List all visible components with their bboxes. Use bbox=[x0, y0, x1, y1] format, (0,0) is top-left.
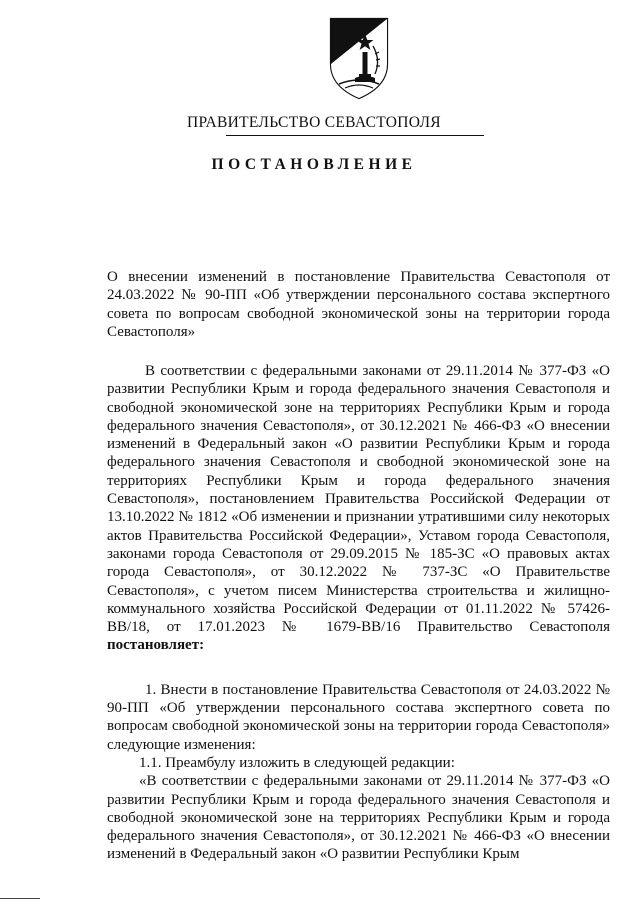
item-1-1-paragraph: 1.1. Преамбулу изложить в следующей редакции: bbox=[139, 754, 455, 771]
header-underline bbox=[226, 135, 484, 136]
new-preamble-paragraph: «В соответствии с федеральными законами от 29.11.2014 № 377-ФЗ «О развитии Республики Крым и города федерального значения Севастополя и свободной экономической зоне на территориях Республики Крым и города федерального значения Севастополя», от 30.12.2021 № 466-ФЗ «О внесении изменений в Федеральный закон «О развитии Республики Крым bbox=[107, 773, 610, 863]
preamble-paragraph bbox=[107, 362, 610, 655]
page-edge-mark bbox=[0, 898, 40, 899]
item-1-paragraph: 1. Внести в постановление Правительства Севастополя от 24.03.2022 № 90-ПП «Об утверждении персонального состава экспертного совета по вопросам свободной экономической зоны на территории города Севастополя» следующие изменения: bbox=[107, 681, 610, 753]
resolves-word: постановляет: bbox=[107, 637, 205, 654]
decree-body bbox=[107, 362, 610, 864]
sevastopol-coat-of-arms-icon bbox=[325, 16, 393, 100]
document-type-title: ПОСТАНОВЛЕНИЕ bbox=[211, 156, 417, 173]
government-name: ПРАВИТЕЛЬСТВО СЕВАСТОПОЛЯ bbox=[187, 114, 441, 131]
decree-subject: О внесении изменений в постановление Правительства Севастополя от 24.03.2022 № 90-ПП «Об утверждении персонального состава экспертного совета по вопросам свободной экономической зоны на территории города Севастополя» bbox=[107, 269, 610, 341]
preamble-text: В соответствии с федеральными законами от 29.11.2014 № 377-ФЗ «О развитии Республики Крым и города федерального значения Севастополя и свободной экономической зоне на территориях Республики Крым и города федерального значения Севастополя», от 30.12.2021 № 466-ФЗ «О внесении изменений в Федеральный закон «О развитии Республики Крым и города федерального значения Севастополя и свободной экономической зоне на территориях Республики Крым и города федерального значения Севастополя», постановлением Правительства Российской Федерации от 13.10.2022 № 1812 «Об изменении и признании утратившими силу некоторых актов Правительства Российской Федерации», Уставом города Севастополя, законами города Севастополя от 29.09.2015 № 185-ЗС «О правовых актах города Севастополя», от 30.12.2022 № 737-ЗС «О Правительстве Севастополя», с учетом писем Министерства строительства и жилищно-коммунального хозяйства Российской Федерации от 01.11.2022 № 57426-ВВ/18, от 17.01.2023 № 1679-ВВ/16 Правительство Севастополя bbox=[107, 363, 610, 636]
